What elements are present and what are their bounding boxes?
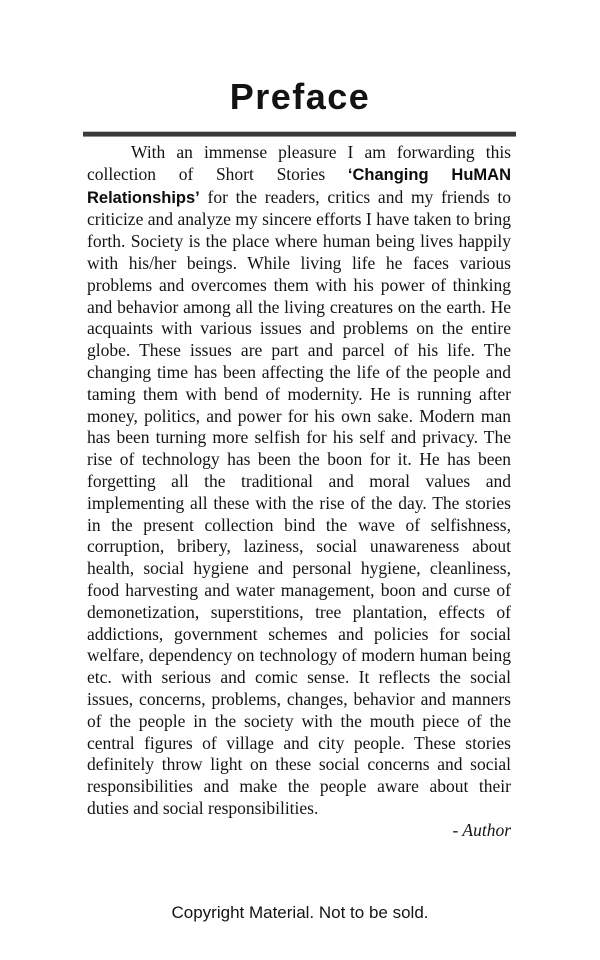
author-signature: - Author xyxy=(452,819,511,840)
preface-paragraph xyxy=(87,142,511,820)
preface-text-lead: With an immense pleasure I am forwarding this collection of Short Stories xyxy=(87,142,511,184)
title-divider xyxy=(83,131,516,137)
book-title-phrase: ‘Changing HuMAN Relationships’ xyxy=(87,165,511,207)
preface-content xyxy=(87,142,511,842)
preface-text-rest: for the readers, critics and my friends to criticize and analyze my sincere efforts I have taken to bring forth. Society is the place where human being lives happily with his/her beings. While living life he faces various problems and overcomes them with his power of thinking and behavior among all the living creatures on the earth. He acquaints with various issues and problems on the entire globe. These issues are part and parcel of his life. The changing time has been affecting the life of the people and taming them with bend of modernity. He is running after money, politics, and power for his own sake. Modern man has been turning more selfish for his self and privacy. The rise of technology has been the boon for it. He has been forgetting all the traditional and moral values and implementing all these with the rise of the day. The stories in the present collection bind the wave of selfishness, corruption, bribery, laziness, social unawareness about health, social hygiene and personal hygiene, cleanliness, food harvesting and water management, boon and curse of demonetization, superstitions, tree plantation, effects of addictions, government schemes and policies for social welfare, dependency on technology of modern human being etc. with serious and comic sense. It reflects the social issues, concerns, problems, changes, behavior and manners of the people in the society with the mouth piece of the central figures of village and city people. These stories definitely throw light on these social concerns and social responsibilities and make the people aware about their duties and social responsibilities. xyxy=(87,186,511,818)
copyright-notice: Copyright Material. Not to be sold. xyxy=(171,903,429,922)
page-title: Preface xyxy=(229,76,371,117)
